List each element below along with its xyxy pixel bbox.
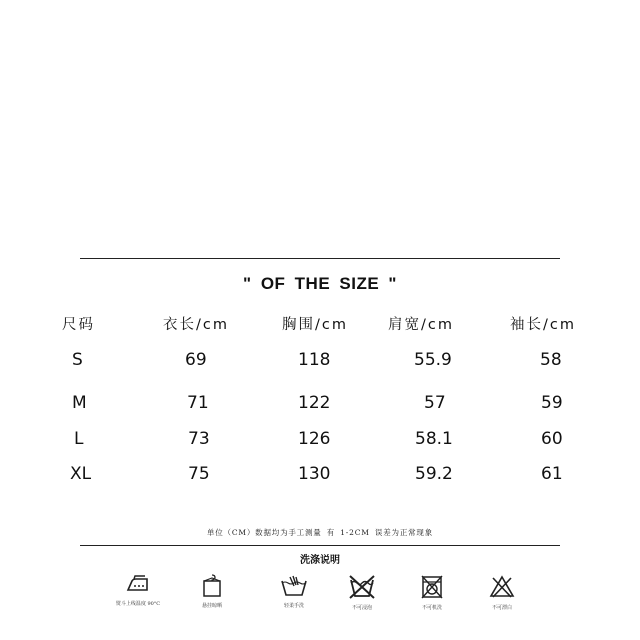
shoulder-cell: 55.9 xyxy=(414,350,452,370)
column-header-shoulder: 肩宽/cm xyxy=(388,317,454,333)
care-label: 悬挂晾晒 xyxy=(201,603,222,609)
sleeve-cell: 59 xyxy=(541,393,563,413)
hand-wash-icon xyxy=(280,574,308,598)
measurement-note: 单位（CM）数据均为手工测量 有 1-2CM 误差为正常现象 xyxy=(206,528,434,537)
length-cell: 75 xyxy=(188,464,210,484)
size-cell: L xyxy=(74,429,84,449)
chest-cell: 130 xyxy=(298,464,331,484)
care-item xyxy=(322,574,402,611)
chest-cell: 118 xyxy=(298,350,331,370)
size-cell: M xyxy=(72,393,87,413)
chest-cell: 126 xyxy=(298,429,331,449)
column-header-size: 尺码 xyxy=(62,317,95,333)
care-label: 不可机洗 xyxy=(421,605,442,611)
care-item xyxy=(392,574,472,611)
column-header-length: 衣长/cm xyxy=(163,317,229,333)
sleeve-cell: 61 xyxy=(541,464,563,484)
shoulder-cell: 59.2 xyxy=(415,464,453,484)
care-label: 不可浸泡 xyxy=(351,605,372,611)
care-title: 洗涤说明 xyxy=(300,555,340,566)
column-header-sleeve: 袖长/cm xyxy=(510,317,576,333)
column-header-chest: 胸围/cm xyxy=(282,317,348,333)
size-cell: XL xyxy=(70,464,92,484)
size-chart-heading: " OF THE SIZE " xyxy=(243,274,397,293)
care-item xyxy=(462,574,542,611)
care-label: 轻柔手洗 xyxy=(283,603,304,609)
length-cell: 71 xyxy=(187,393,209,413)
sleeve-cell: 60 xyxy=(541,429,563,449)
care-item xyxy=(172,574,252,609)
care-label: 熨斗上线温度 90°C xyxy=(115,601,161,607)
no-bleach-icon xyxy=(489,574,515,600)
length-cell: 73 xyxy=(188,429,210,449)
bottom-divider xyxy=(80,545,560,546)
care-item xyxy=(98,574,178,607)
shoulder-cell: 57 xyxy=(424,393,446,413)
chest-cell: 122 xyxy=(298,393,331,413)
length-cell: 69 xyxy=(185,350,207,370)
sleeve-cell: 58 xyxy=(540,350,562,370)
care-label: 不可漂白 xyxy=(491,605,512,611)
iron-icon xyxy=(125,574,151,596)
shoulder-cell: 58.1 xyxy=(415,429,453,449)
top-divider xyxy=(80,258,560,259)
no-machine-wash-icon xyxy=(419,574,445,600)
hang-dry-icon xyxy=(199,574,225,598)
no-soak-icon xyxy=(348,574,376,600)
size-cell: S xyxy=(72,350,83,370)
